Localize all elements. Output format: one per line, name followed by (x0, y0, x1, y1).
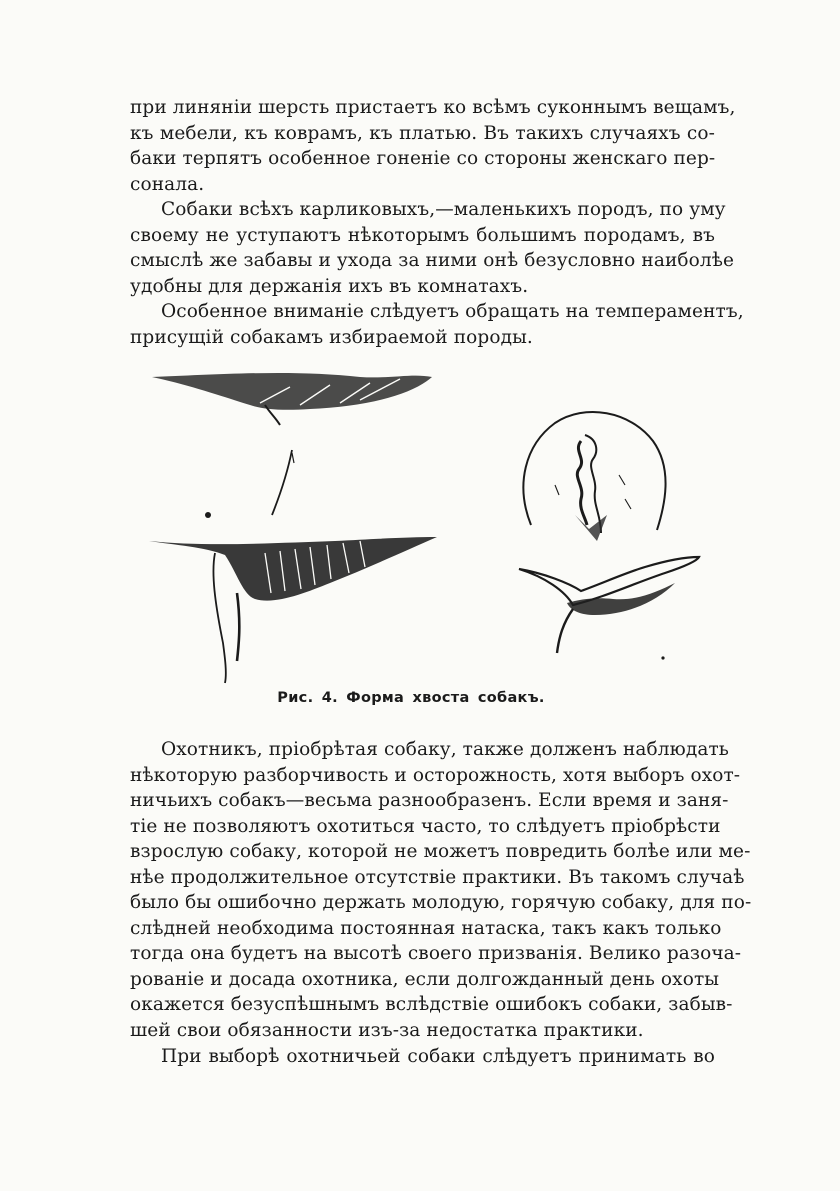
text-line: присущій собакамъ избираемой породы. (130, 326, 533, 348)
text-line: ничьихъ собакъ—весьма разнообразенъ. Если время и заня- (130, 790, 729, 811)
text-line: нѣкоторую разборчивость и осторожность, хотя выборъ охот- (130, 764, 741, 786)
paragraph-choice (130, 1044, 715, 1070)
tail-shapes-figure (145, 365, 705, 695)
text-line: къ мебели, къ коврамъ, къ платью. Въ такихъ случаяхъ со- (130, 122, 715, 144)
figure-caption: Рис. 4. Форма хвоста собакъ. (277, 690, 545, 706)
paragraph-hunter (130, 737, 752, 1043)
text-line: тіе не позволяютъ охотиться часто, то слѣдуетъ пріобрѣсти (130, 815, 721, 837)
text-line: Собаки всѣхъ карликовыхъ,—маленькихъ породъ, по уму (161, 199, 726, 220)
text-line: тогда она будетъ на высотѣ своего призванія. Велико разоча- (130, 943, 742, 964)
tail-shape-lower-right-drawing (515, 553, 705, 663)
tail-shape-upper-left-drawing (150, 365, 440, 525)
text-line: при линяніи шерсть пристаетъ ко всѣмъ суконнымъ вещамъ, (130, 97, 736, 118)
paragraph-dwarf-breeds (130, 197, 735, 299)
text-line: сонала. (130, 173, 205, 195)
text-line: удобны для держанія ихъ въ комнатахъ. (130, 275, 529, 297)
tail-shape-upper-right-drawing (515, 405, 675, 555)
text-line: было бы ошибочно держать молодую, горячую собаку, для по- (130, 892, 752, 913)
text-line: Охотникъ, пріобрѣтая собаку, также долженъ наблюдать (161, 739, 729, 760)
text-line: своему не уступаютъ нѣкоторымъ большимъ породамъ, въ (130, 224, 715, 246)
text-line: слѣдней необходима постоянная натаска, такъ какъ только (130, 917, 722, 939)
text-line: нѣе продолжительное отсутствіе практики. Въ такомъ случаѣ (130, 866, 745, 888)
text-line: Особенное вниманіе слѣдуетъ обращать на темпераментъ, (161, 301, 744, 322)
paragraph-linyanie (130, 95, 736, 197)
text-line: баки терпятъ особенное гоненіе со стороны женскаго пер- (130, 148, 716, 169)
tail-shape-lower-left-drawing (145, 533, 445, 693)
text-line: шей свои обязанности изъ-за недостатка практики. (130, 1019, 644, 1041)
text-line: рованіе и досада охотника, если долгожданный день охоты (130, 968, 720, 990)
text-line: окажется безуспѣшнымъ вслѣдствіе ошибокъ собаки, забыв- (130, 994, 733, 1015)
text-line: смыслѣ же забавы и ухода за ними онѣ безусловно наиболѣе (130, 250, 735, 271)
text-line: При выборѣ охотничьей собаки слѣдуетъ принимать во (161, 1046, 715, 1067)
text-line: взрослую собаку, которой не можетъ повредить болѣе или ме- (130, 841, 751, 862)
paragraph-temperament (130, 299, 744, 350)
